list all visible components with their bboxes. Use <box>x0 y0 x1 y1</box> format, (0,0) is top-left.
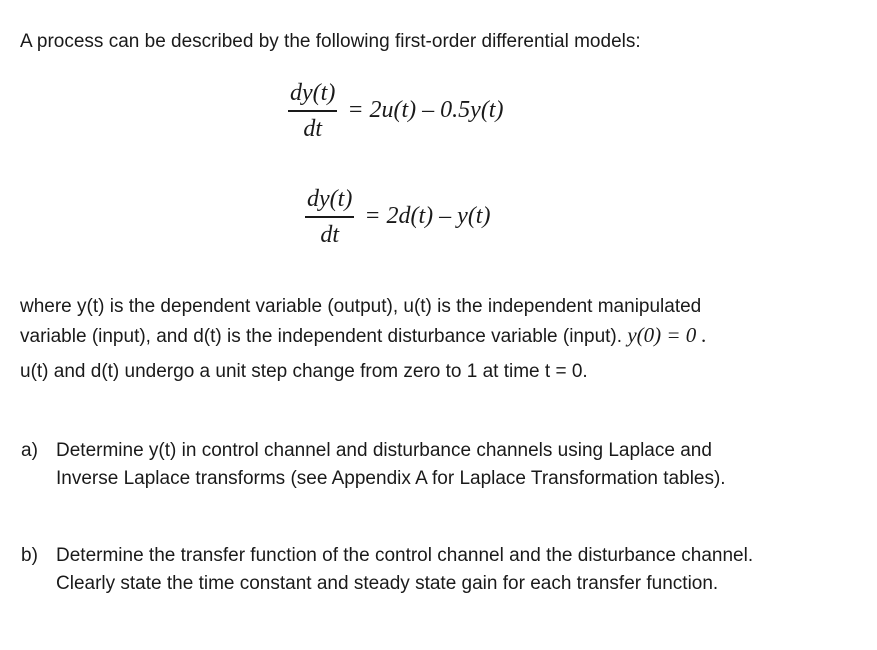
equation-1-numerator: dy(t) <box>290 80 336 106</box>
equation-1 <box>288 78 503 144</box>
fraction-bar <box>288 110 337 112</box>
equation-1-denominator: dt <box>303 115 322 142</box>
question-a-label: a) <box>21 440 38 461</box>
question-a-line-1: Determine y(t) in control channel and disturbance channels using Laplace and <box>56 440 712 461</box>
description-line-3: u(t) and d(t) undergo a unit step change from zero to 1 at time t = 0. <box>20 361 588 382</box>
equation-2-numerator: dy(t) <box>307 186 353 212</box>
equation-2-rhs: = 2d(t) – y(t) <box>364 203 491 230</box>
description-line-2-text: variable (input), and d(t) is the independent disturbance variable (input). <box>20 326 623 347</box>
equation-1-rhs: = 2u(t) – 0.5y(t) <box>347 97 504 124</box>
equation-2 <box>305 184 490 250</box>
equation-2-denominator: dt <box>320 221 339 248</box>
question-a <box>21 437 861 493</box>
question-b-label: b) <box>21 545 38 566</box>
description-line-2 <box>20 321 707 351</box>
question-a-line-2: Inverse Laplace transforms (see Appendix A for Laplace Transformation tables). <box>56 468 726 489</box>
equation-1-fraction <box>288 78 337 144</box>
question-b-line-1: Determine the transfer function of the control channel and the disturbance channel. <box>56 545 754 566</box>
intro-text: A process can be described by the following first-order differential models: <box>20 31 641 52</box>
question-b-line-2: Clearly state the time constant and steady state gain for each transfer function. <box>56 573 719 594</box>
fraction-bar <box>305 216 354 218</box>
question-b <box>21 542 861 598</box>
initial-condition: y(0) = 0 . <box>627 323 707 347</box>
description-line-1: where y(t) is the dependent variable (output), u(t) is the independent manipulated <box>20 296 702 317</box>
equation-2-fraction <box>305 184 354 250</box>
